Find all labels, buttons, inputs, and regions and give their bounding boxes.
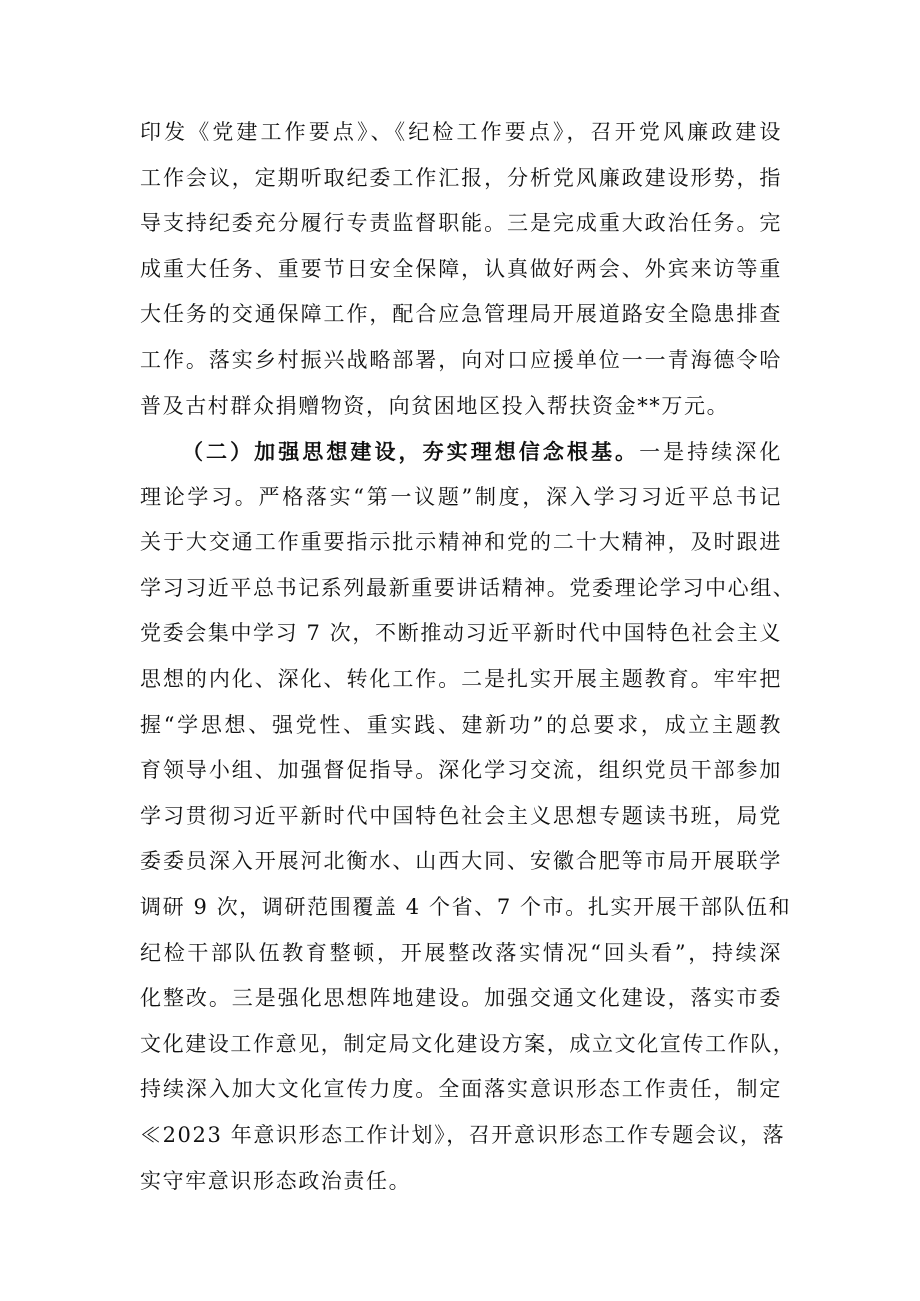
paragraph-1-line: 成重大任务、重要节日安全保障，认真做好两会、外宾来访等重 (140, 256, 782, 281)
paragraph-2 (140, 429, 796, 1204)
paragraph-2-line: 文化建设工作意见，制定局文化建设方案，成立文化宣传工作队， (140, 1031, 796, 1056)
paragraph-2-first-line (140, 429, 782, 475)
paragraph-2-line: 调研 9 次，调研范围覆盖 4 个省、7 个市。扎实开展干部队伍和 (140, 894, 792, 919)
paragraph-2-line: 党委会集中学习 7 次，不断推动习近平新时代中国特色社会主义 (140, 621, 782, 646)
paragraph-2-line: 化整改。三是强化思想阵地建设。加强交通文化建设，落实市委 (140, 986, 782, 1011)
paragraph-2-line: 握“学思想、强党性、重实践、建新功”的总要求，成立主题教 (140, 712, 782, 737)
paragraph-1-line: 导支持纪委充分履行专责监督职能。三是完成重大政治任务。完 (140, 211, 782, 236)
paragraph-1-line: 工作会议，定期听取纪委工作汇报，分析党风廉政建设形势，指 (140, 165, 782, 190)
paragraph-2-line: 学习习近平总书记系列最新重要讲话精神。党委理论学习中心组、 (140, 575, 796, 600)
section-heading: （二）加强思想建设，夯实理想信念根基。 (182, 439, 640, 464)
paragraph-1-line: 工作。落实乡村振兴战略部署，向对口应援单位一一青海德令哈 (140, 347, 782, 372)
paragraph-2-line: 育领导小组、加强督促指导。深化学习交流，组织党员干部参加 (140, 758, 782, 783)
paragraph-1-line: 大任务的交通保障工作，配合应急管理局开展道路安全隐患排查 (140, 302, 782, 327)
paragraph-2-line: 关于大交通工作重要指示批示精神和党的二十大精神，及时跟进 (140, 530, 782, 555)
paragraph-2-line: 理论学习。严格落实“第一议题”制度，深入学习习近平总书记 (140, 484, 782, 509)
paragraph-2-line: 实守牢意识形态政治责任。 (140, 1168, 412, 1193)
paragraph-2-line: 纪检干部队伍教育整顿，开展整改落实情况“回头看”，持续深 (140, 940, 782, 965)
paragraph-1 (140, 110, 782, 429)
paragraph-2-line: 持续深入加大文化宣传力度。全面落实意识形态工作责任，制定 (140, 1077, 782, 1102)
paragraph-1-line: 普及古村群众捐赠物资，向贫困地区投入帮扶资金**万元。 (140, 393, 730, 418)
paragraph-2-line: 学习贯彻习近平新时代中国特色社会主义思想专题读书班，局党 (140, 803, 782, 828)
paragraph-2-first-line-text: 一是持续深化 (639, 440, 782, 464)
paragraph-2-line: 委委员深入开展河北衡水、山西大同、安徽合肥等市局开展联学 (140, 849, 782, 874)
paragraph-2-line: ≪2023 年意识形态工作计划》，召开意识形态工作专题会议，落 (140, 1122, 786, 1147)
paragraph-2-line: 思想的内化、深化、转化工作。二是扎实开展主题教育。牢牢把 (140, 666, 782, 691)
paragraph-1-line: 印发《党建工作要点》、《纪检工作要点》，召开党风廉政建设 (140, 120, 782, 144)
